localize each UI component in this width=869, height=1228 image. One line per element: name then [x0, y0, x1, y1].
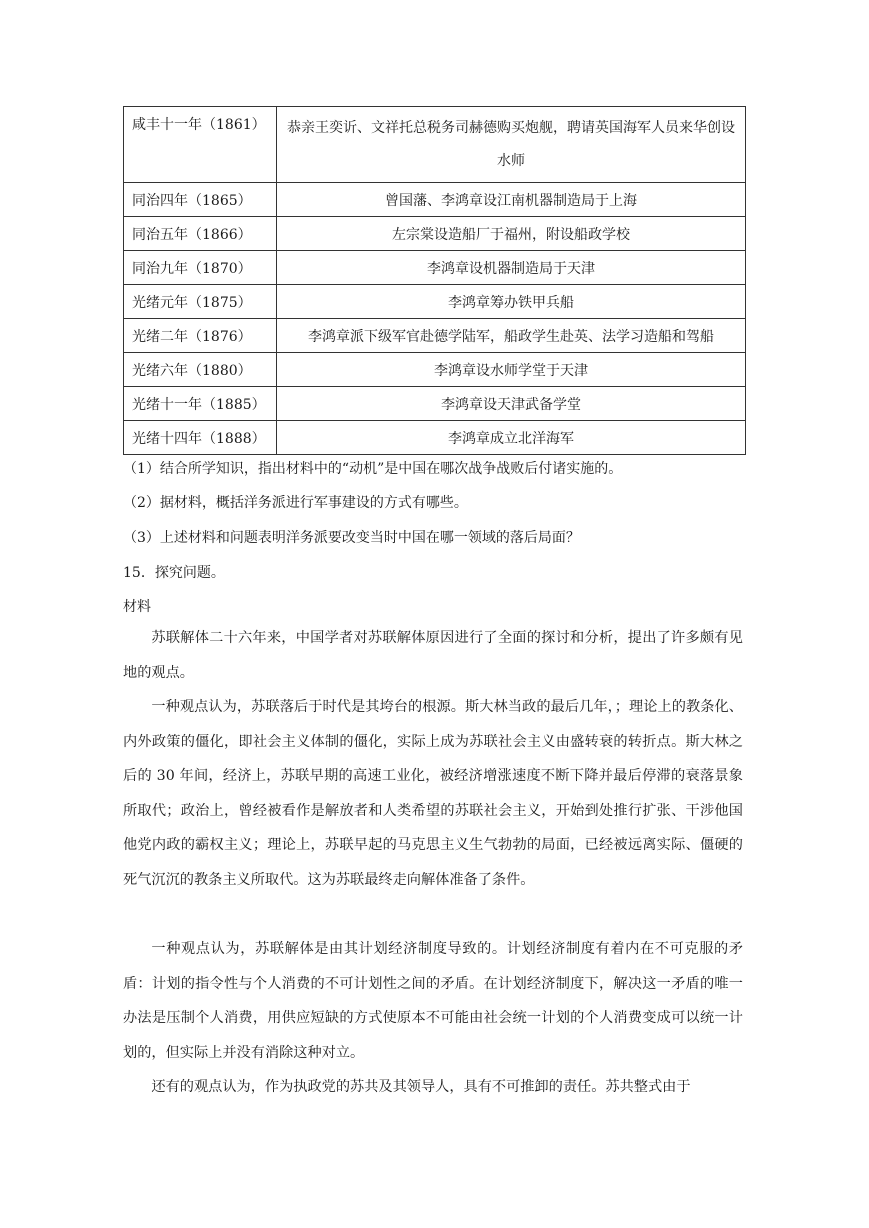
year-cell: 光绪二年（1876）	[124, 319, 277, 353]
year-cell: 同治四年（1865）	[124, 183, 277, 217]
paragraph-view-2: 一种观点认为，苏联解体是由其计划经济制度导致的。计划经济制度有着内在不可克服的矛盾：计划的指令性与个人消费的不可计划性之间的矛盾。在计划经济制度下，解决这一矛盾的唯一办法是压制个人消费，用供应短缺的方式使原本不可能由社会统一计划的个人消费变成可以统一计划的，但实际上并没有消除这种对立。	[123, 941, 743, 1061]
year-cell: 光绪十四年（1888）	[124, 421, 277, 455]
table-row	[124, 217, 746, 251]
event-cell: 恭亲王奕䜣、文祥托总税务司赫德购买炮舰，聘请英国海军人员来华创设水师	[277, 107, 746, 183]
year-cell: 同治五年（1866）	[124, 217, 277, 251]
table-row	[124, 251, 746, 285]
year-cell: 光绪十一年（1885）	[124, 387, 277, 421]
table-row	[124, 353, 746, 387]
table-row	[124, 421, 746, 455]
paragraph-view-1: 一种观点认为，苏联落后于时代是其垮台的根源。斯大林当政的最后几年，；理论上的教条化、内外政策的僵化，即社会主义体制的僵化，实际上成为苏联社会主义由盛转衰的转折点。斯大林之后的 30 年间，经济上，苏联早期的高速工业化，被经济增涨速度不断下降并最后停滞的衰落景象所取代；政治上，曾经被看作是解放者和人类希望的苏联社会主义，开始到处推行扩张、干涉他国他党内政的霸权主义；理论上，苏联早起的马克思主义生气勃勃的局面，已经被远离实际、僵硬的死气沉沉的教条主义所取代。这为苏联最终走向解体准备了条件。	[123, 699, 743, 888]
event-cell: 李鸿章筹办铁甲兵船	[277, 285, 746, 319]
paragraph-intro: 苏联解体二十六年来，中国学者对苏联解体原因进行了全面的探讨和分析，提出了许多颇有见地的观点。	[123, 630, 743, 681]
material-label: 材料	[123, 599, 151, 615]
history-table	[123, 106, 746, 455]
event-cell: 李鸿章设水师学堂于天津	[277, 353, 746, 387]
table-row	[124, 319, 746, 353]
paragraph-view-3: 还有的观点认为，作为执政党的苏共及其领导人，具有不可推卸的责任。苏共整式由于	[151, 1079, 691, 1095]
question-1: （1）结合所学知识，指出材料中的“动机”是中国在哪次战争战败后付诸实施的。	[123, 461, 623, 477]
event-cell: 李鸿章设机器制造局于天津	[277, 251, 746, 285]
year-cell: 光绪六年（1880）	[124, 353, 277, 387]
question-2: （2）据材料，概括洋务派进行军事建设的方式有哪些。	[123, 495, 468, 511]
event-cell: 曾国藩、李鸿章设江南机器制造局于上海	[277, 183, 746, 217]
event-cell: 左宗棠设造船厂于福州，附设船政学校	[277, 217, 746, 251]
event-cell: 李鸿章派下级军官赴德学陆军，船政学生赴英、法学习造船和驾船	[277, 319, 746, 353]
year-cell: 光绪元年（1875）	[124, 285, 277, 319]
table-row	[124, 285, 746, 319]
year-cell: 同治九年（1870）	[124, 251, 277, 285]
section-title: 15．探究问题。	[123, 565, 225, 581]
table-row	[124, 387, 746, 421]
table-row	[124, 107, 746, 183]
year-cell: 咸丰十一年（1861）	[124, 107, 277, 183]
table-row	[124, 183, 746, 217]
event-cell: 李鸿章设天津武备学堂	[277, 387, 746, 421]
event-cell: 李鸿章成立北洋海军	[277, 421, 746, 455]
question-3: （3）上述材料和问题表明洋务派要改变当时中国在哪一领域的落后局面？	[123, 530, 580, 546]
